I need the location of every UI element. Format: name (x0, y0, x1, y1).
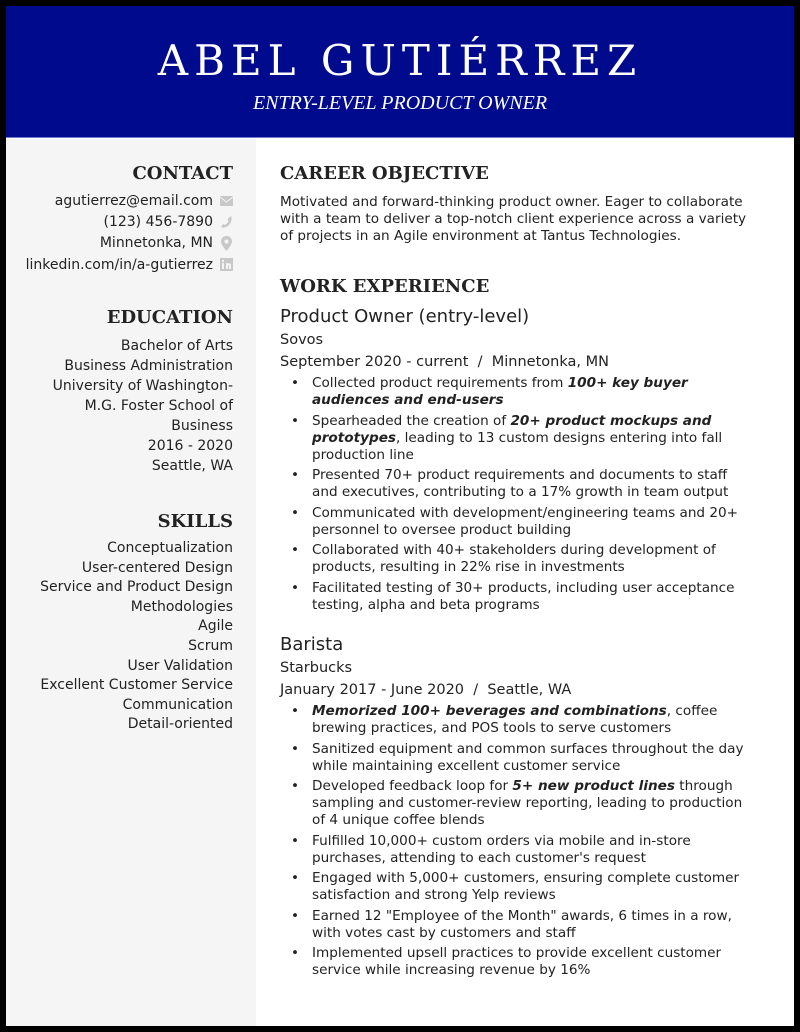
education-line: 2016 - 2020 (147, 438, 233, 454)
education-line: Bachelor of Arts (120, 338, 233, 354)
email-text: agutierrez@email.com (54, 192, 213, 209)
job-entry (280, 305, 750, 617)
highlight-text: 100+ key buyer audiences and end-users (312, 375, 688, 408)
candidate-name: ABEL GUTIÉRREZ (157, 36, 643, 85)
linkedin-text[interactable]: linkedin.com/in/a-gutierrez (25, 256, 213, 273)
achievement-item (280, 870, 750, 904)
job-dates-location: September 2020 - current / Minnetonka, MN (280, 354, 609, 370)
bullet-text: Engaged with 5,000+ customers, ensuring complete customer satisfaction and strong Yelp reviews (312, 870, 740, 903)
skills-list (3, 539, 233, 735)
bullet-text: Spearheaded the creation of (312, 412, 511, 429)
bullet-text: , leading to 13 custom designs entering into fall production line (312, 429, 723, 463)
achievement-list (280, 375, 750, 614)
job-dates-location: January 2017 - June 2020 / Seattle, WA (280, 682, 572, 698)
bullet-icon: • (291, 467, 300, 483)
education-line: Seattle, WA (151, 458, 233, 474)
achievement-list (280, 703, 750, 979)
phone-icon (219, 215, 233, 229)
skill-item: Communication (122, 696, 233, 713)
bullet-text: Earned 12 "Employee of the Month" awards, 6 times in a row, with votes cast by customers and staff (312, 907, 732, 941)
achievement-item (280, 580, 750, 614)
bullet-text: Collected product requirements from (312, 375, 568, 391)
phone-text: (123) 456-7890 (103, 213, 213, 230)
objective-heading: CAREER OBJECTIVE (280, 163, 489, 184)
map-pin-icon (219, 236, 233, 250)
bullet-icon: • (291, 778, 300, 794)
experience-heading: WORK EXPERIENCE (280, 276, 490, 297)
highlight-text: 20+ product mockups and prototypes (312, 412, 712, 446)
contact-linkedin (13, 254, 233, 275)
bullet-text: Sanitized equipment and common surfaces throughout the day while maintaining excellent customer service (312, 740, 744, 774)
education-line: University of Washington- (52, 378, 233, 394)
contact-email (13, 190, 233, 211)
achievement-item (280, 945, 750, 979)
bullet-icon: • (291, 945, 300, 961)
education-line: M.G. Foster School of (84, 398, 233, 414)
objective-text: Motivated and forward-thinking product owner. Eager to collaborate with a team to deliver a top-notch client experience across a variety of projects in an Agile environment at Tantus Technologies. (280, 194, 747, 244)
highlight-text: 5+ new product lines (512, 778, 675, 794)
achievement-item (280, 908, 750, 942)
education-line: Business (171, 418, 233, 434)
bullet-text: Facilitated testing of 30+ products, including user acceptance testing, alpha and beta programs (312, 579, 735, 613)
achievement-item (280, 413, 750, 464)
bullet-text: Presented 70+ product requirements and documents to staff and executives, contributing to a 17% growth in team output (312, 467, 729, 500)
candidate-title: ENTRY-LEVEL PRODUCT OWNER (252, 92, 548, 114)
skill-item: Scrum (188, 637, 233, 654)
skill-item: Methodologies (130, 598, 233, 615)
job-entry (280, 633, 750, 983)
bullet-icon: • (291, 542, 300, 558)
bullet-text: , coffee brewing practices, and POS tools to serve customers (312, 703, 718, 736)
bullet-icon: • (291, 504, 300, 521)
skill-item: Agile (198, 618, 233, 635)
bullet-icon: • (291, 412, 300, 429)
education-line: Business Administration (64, 358, 233, 374)
achievement-item (280, 542, 750, 576)
contact-heading: CONTACT (132, 163, 233, 184)
bullet-text: Communicated with development/engineering teams and 20+ personnel to oversee product building (312, 504, 739, 538)
envelope-icon (219, 194, 233, 208)
achievement-item (280, 741, 750, 775)
skill-item: User-centered Design (81, 559, 233, 576)
bullet-icon: • (291, 907, 300, 924)
bullet-text: Fulfilled 10,000+ custom orders via mobile and in-store purchases, attending to each customer's request (312, 832, 691, 866)
company-name: Sovos (280, 332, 324, 348)
highlight-text: Memorized 100+ beverages and combinations (312, 703, 667, 719)
contact-list (13, 190, 233, 275)
linkedin-icon (219, 258, 233, 272)
skill-item: User Validation (127, 657, 233, 674)
resume-header (6, 6, 794, 138)
skills-heading: SKILLS (157, 511, 233, 532)
skill-item: Detail-oriented (127, 716, 233, 733)
contact-location (13, 233, 233, 254)
bullet-icon: • (291, 832, 300, 849)
sidebar (6, 139, 256, 1026)
achievement-item (280, 375, 750, 409)
bullet-text: through sampling and customer-review reporting, leading to production of 4 unique coffee blends (312, 778, 743, 828)
bullet-text: Implemented upsell practices to provide excellent customer service while increasing revenue by 16% (312, 945, 722, 978)
bullet-text: Developed feedback loop for (312, 778, 513, 794)
contact-phone (13, 211, 233, 232)
bullet-icon: • (291, 375, 300, 391)
bullet-icon: • (291, 703, 300, 719)
bullet-icon: • (291, 579, 300, 596)
achievement-item (280, 833, 750, 867)
company-name: Starbucks (280, 660, 353, 676)
education-heading: EDUCATION (106, 307, 233, 328)
resume-page (6, 6, 794, 1026)
bullet-text: Collaborated with 40+ stakeholders during development of products, resulting in 22% rise in investments (312, 542, 716, 575)
achievement-item (280, 467, 750, 501)
job-title: Barista (280, 634, 344, 655)
skill-item: Conceptualization (107, 540, 233, 556)
achievement-item (280, 703, 750, 737)
bullet-icon: • (291, 870, 300, 886)
skill-item: Excellent Customer Service (40, 677, 233, 694)
education-details (13, 336, 233, 476)
bullet-icon: • (291, 740, 300, 757)
achievement-item (280, 778, 750, 829)
achievement-item (280, 505, 750, 539)
location-text: Minnetonka, MN (99, 235, 213, 252)
skill-item: Service and Product Design (40, 579, 233, 596)
job-title: Product Owner (entry-level) (280, 306, 530, 327)
